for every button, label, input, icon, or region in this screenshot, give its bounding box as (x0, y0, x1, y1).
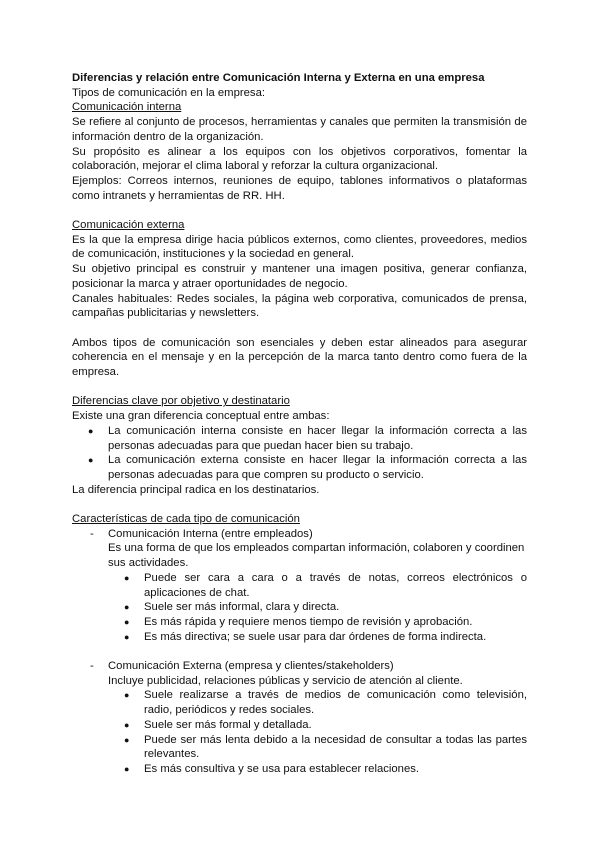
list-item: ● Suele realizarse a través de medios de comunicación como televisión, radio, periódicos y redes sociales. (108, 688, 527, 717)
externa-traits-list (72, 688, 527, 776)
dash-marker: - (90, 660, 94, 673)
diferencias-heading: Diferencias clave por objetivo y destinatario (72, 395, 290, 408)
diferencias-intro: Existe una gran diferencia conceptual entre ambas: (72, 410, 330, 423)
interna-desc: Es una forma de que los empleados compartan información, colaboren y coordinen sus actividades. (108, 542, 525, 570)
externa-desc: Incluye publicidad, relaciones públicas y servicio de atención al cliente. (108, 674, 463, 687)
externa-paragraph: Canales habituales: Redes sociales, la página web corporativa, comunicados de prensa, campañas publicitarias y newsletters. (72, 292, 527, 320)
ambos-paragraph: Ambos tipos de comunicación son esenciales y deben estar alineados para asegurar coherencia en el mensaje y en la percepción de la marca tanto dentro como fuera de la empresa. (72, 336, 527, 379)
externa-label: Comunicación Externa (empresa y clientes/stakeholders) (108, 660, 394, 673)
interna-heading: Comunicación interna (72, 101, 182, 114)
externa-paragraph: Su objetivo principal es construir y mantener una imagen positiva, generar confianza, posicionar la marca y atraer oportunidades de negocio. (72, 263, 527, 290)
dash-marker: - (90, 527, 94, 540)
list-item: ● Suele ser más formal y detallada. (108, 718, 527, 733)
interna-paragraph: Su propósito es alinear a los equipos con los objetivos corporativos, fomentar la colaboración, mejorar el clima laboral y reforzar la cultura organizacional. (72, 145, 527, 173)
page-title: Diferencias y relación entre Comunicación Interna y Externa en una empresa (72, 72, 485, 84)
list-item: ● Puede ser cara a cara o a través de notas, correos electrónicos o aplicaciones de chat. (108, 571, 527, 600)
interna-paragraph: Ejemplos: Correos internos, reuniones de equipo, tablones informativos o plataformas como intranets y herramientas de RR. HH. (72, 174, 527, 202)
diferencias-outro: La diferencia principal radica en los destinatarios. (72, 483, 320, 496)
interna-section (72, 527, 527, 542)
document-body (72, 71, 527, 777)
diferencias-list (72, 424, 527, 483)
list-item: ● La comunicación interna consiste en hacer llegar la información correcta a las personas adecuadas para que puedan hacer bien su trabajo. (72, 424, 527, 453)
list-item: ● Es más rápida y requiere menos tiempo de revisión y aprobación. (108, 615, 527, 630)
caracteristicas-heading: Características de cada tipo de comunicación (72, 513, 300, 526)
intro-text: Tipos de comunicación en la empresa: (72, 86, 265, 99)
interna-paragraph: Se refiere al conjunto de procesos, herramientas y canales que permiten la transmisión de información dentro de la organización. (72, 116, 527, 143)
list-item: ● Puede ser más lenta debido a la necesidad de consultar a todas las partes relevantes. (108, 733, 527, 762)
externa-paragraph: Es la que la empresa dirige hacia públicos externos, como clientes, proveedores, medios de comunicación, instituciones y la sociedad en general. (72, 233, 527, 261)
externa-section (72, 659, 527, 674)
externa-heading: Comunicación externa (72, 219, 185, 232)
list-item: ● Es más directiva; se suele usar para dar órdenes de forma indirecta. (108, 630, 527, 645)
interna-label: Comunicación Interna (entre empleados) (108, 527, 313, 540)
list-item: ● Es más consultiva y se usa para establecer relaciones. (108, 762, 527, 777)
list-item: ● Suele ser más informal, clara y directa. (108, 600, 527, 615)
list-item: ● La comunicación externa consiste en hacer llegar la información correcta a las personas adecuadas para que compren su producto o servicio. (72, 453, 527, 482)
interna-traits-list (72, 571, 527, 645)
